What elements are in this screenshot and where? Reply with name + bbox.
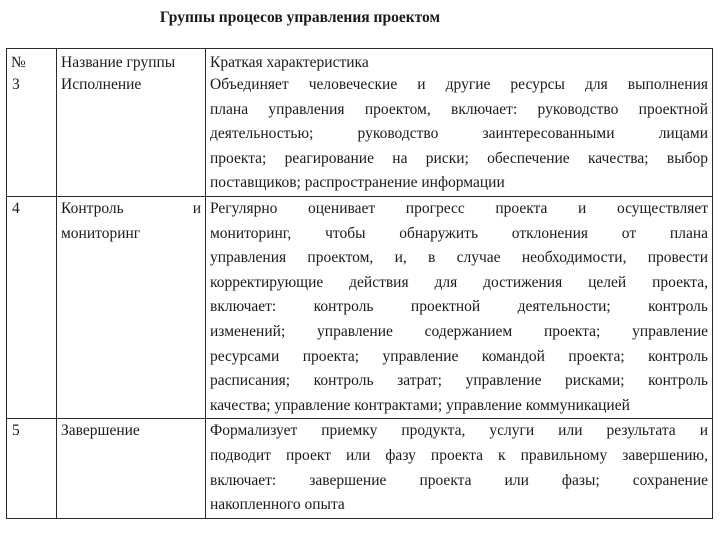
group-name-line: Контроль и bbox=[61, 199, 201, 217]
header-description: Краткая характеристика bbox=[206, 49, 713, 74]
description-line: расписания; контроль затрат; управление рисками; контроль bbox=[210, 372, 708, 390]
group-name bbox=[57, 73, 206, 196]
table-body bbox=[7, 73, 713, 518]
description-line: Объединяет человеческие и другие ресурсы для выполнения bbox=[210, 76, 708, 93]
group-name bbox=[57, 196, 206, 418]
description-line: ресурсами проекта; управление командой проекта; контроль bbox=[210, 347, 708, 365]
description-line: включает: контроль проектной деятельности; контроль bbox=[210, 298, 708, 316]
description-line: мониторинг, чтобы обнаружить отклонения от плана bbox=[210, 224, 708, 242]
group-description bbox=[206, 196, 713, 418]
description-line: плана управления проектом, включает: руководство проектной bbox=[210, 100, 708, 118]
table-row bbox=[7, 196, 713, 418]
description-line: поставщиков; распространение информации bbox=[210, 174, 505, 192]
table-row bbox=[7, 419, 713, 518]
group-description bbox=[206, 419, 713, 518]
group-name bbox=[57, 419, 206, 518]
description-line: проекта; реагирование на риски; обеспечение качества; выбор bbox=[210, 149, 708, 167]
description-line: включает: завершение проекта или фазы; сохранение bbox=[210, 471, 708, 489]
description-line: качества; управление контрактами; управление коммуникацией bbox=[210, 396, 630, 414]
description-line: подводит проект или фазу проекта к правильному завершению, bbox=[210, 446, 708, 464]
group-description bbox=[206, 73, 713, 196]
description-line: накопленного опыта bbox=[210, 496, 345, 514]
group-name-line: мониторинг bbox=[61, 224, 141, 242]
description-line: деятельностью; руководство заинтересованными лицами bbox=[210, 125, 708, 143]
row-number: 5 bbox=[7, 419, 57, 518]
process-groups-table bbox=[6, 48, 713, 519]
header-group-name: Название группы bbox=[57, 49, 206, 74]
document-title: Группы процесов управления проектом bbox=[159, 9, 441, 26]
group-name-line: Исполнение bbox=[61, 76, 142, 93]
description-line: Формализует приемку продукта, услуги или результата и bbox=[210, 422, 708, 440]
header-number: № bbox=[7, 49, 57, 74]
description-line: управления проектом, и, в случае необходимости, провести bbox=[210, 249, 708, 267]
row-number: 3 bbox=[7, 73, 57, 196]
table-row bbox=[7, 73, 713, 196]
description-line: Регулярно оценивает прогресс проекта и осуществляет bbox=[210, 199, 708, 217]
description-line: изменений; управление содержанием проекта; управление bbox=[210, 322, 708, 340]
description-line: корректирующие действия для достижения целей проекта, bbox=[210, 273, 708, 291]
group-name-line: Завершение bbox=[61, 422, 140, 440]
row-number: 4 bbox=[7, 196, 57, 418]
table-header-row bbox=[7, 49, 713, 74]
